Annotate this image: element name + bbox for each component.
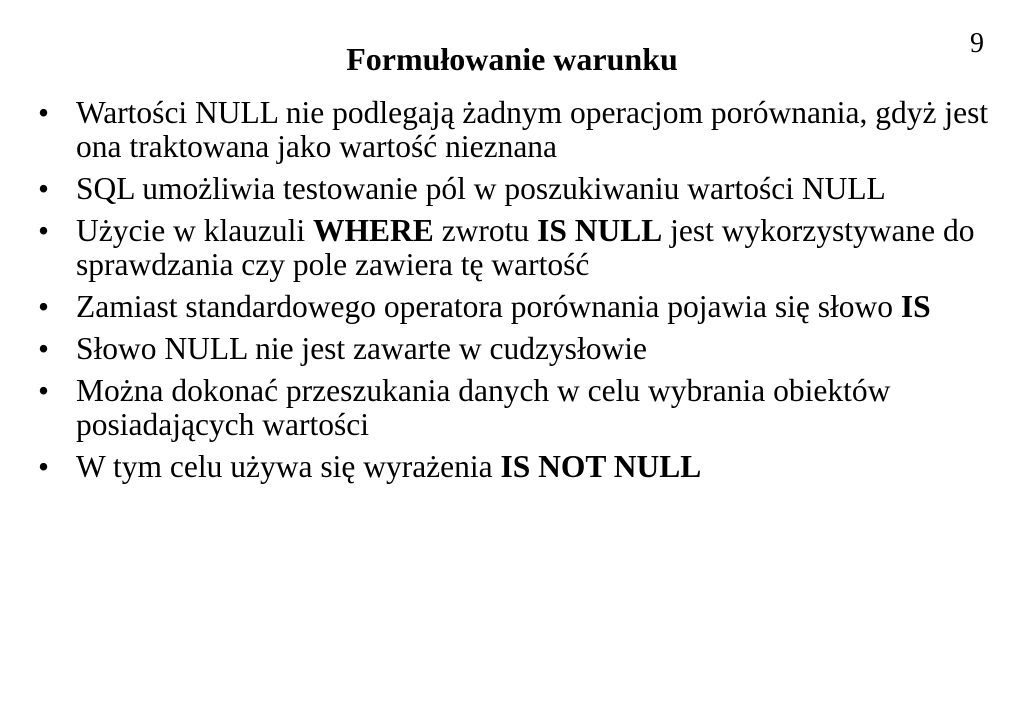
bullet-text: Można dokonać przeszukania danych w celu wybrania obiektów posiadających wartości <box>76 373 891 442</box>
bullet-keyword: IS NOT NULL <box>500 449 702 484</box>
bullet-item <box>32 374 992 442</box>
bullet-text: zwrotu <box>433 213 538 248</box>
bullet-icon: • <box>38 289 50 324</box>
bullet-text: SQL umożliwia testowanie pól w poszukiwaniu wartości NULL <box>76 171 886 206</box>
bullet-text: Użycie w klauzuli <box>76 213 314 248</box>
bullet-icon: • <box>38 171 50 206</box>
bullet-text: jest wykorzystywane do sprawdzania czy pole zawiera tę wartość <box>76 213 975 282</box>
bullet-item <box>32 96 992 164</box>
bullet-text: Wartości NULL nie podlegają żadnym operacjom porównania, gdyż jest ona traktowana jako wartość nieznana <box>76 95 989 164</box>
bullet-text: W tym celu używa się wyrażenia <box>76 449 501 484</box>
bullet-text: Słowo NULL nie jest zawarte w cudzysłowie <box>76 331 647 366</box>
bullet-item <box>32 290 992 324</box>
bullet-keyword: WHERE <box>313 213 434 248</box>
bullet-icon: • <box>38 331 50 366</box>
bullet-keyword: IS <box>900 289 931 324</box>
bullet-icon: • <box>38 213 50 248</box>
bullet-item <box>32 450 992 484</box>
bullet-icon: • <box>38 95 50 130</box>
bullet-text: Zamiast standardowego operatora porównania pojawia się słowo <box>76 289 901 324</box>
bullet-icon: • <box>38 373 50 408</box>
bullet-icon: • <box>38 449 50 484</box>
slide-title: Formułowanie warunku <box>346 41 678 77</box>
page-number: 9 <box>970 28 984 59</box>
bullet-list <box>32 96 992 492</box>
bullet-item <box>32 332 992 366</box>
bullet-item <box>32 172 992 206</box>
bullet-item <box>32 214 992 282</box>
bullet-keyword: IS NULL <box>537 213 663 248</box>
